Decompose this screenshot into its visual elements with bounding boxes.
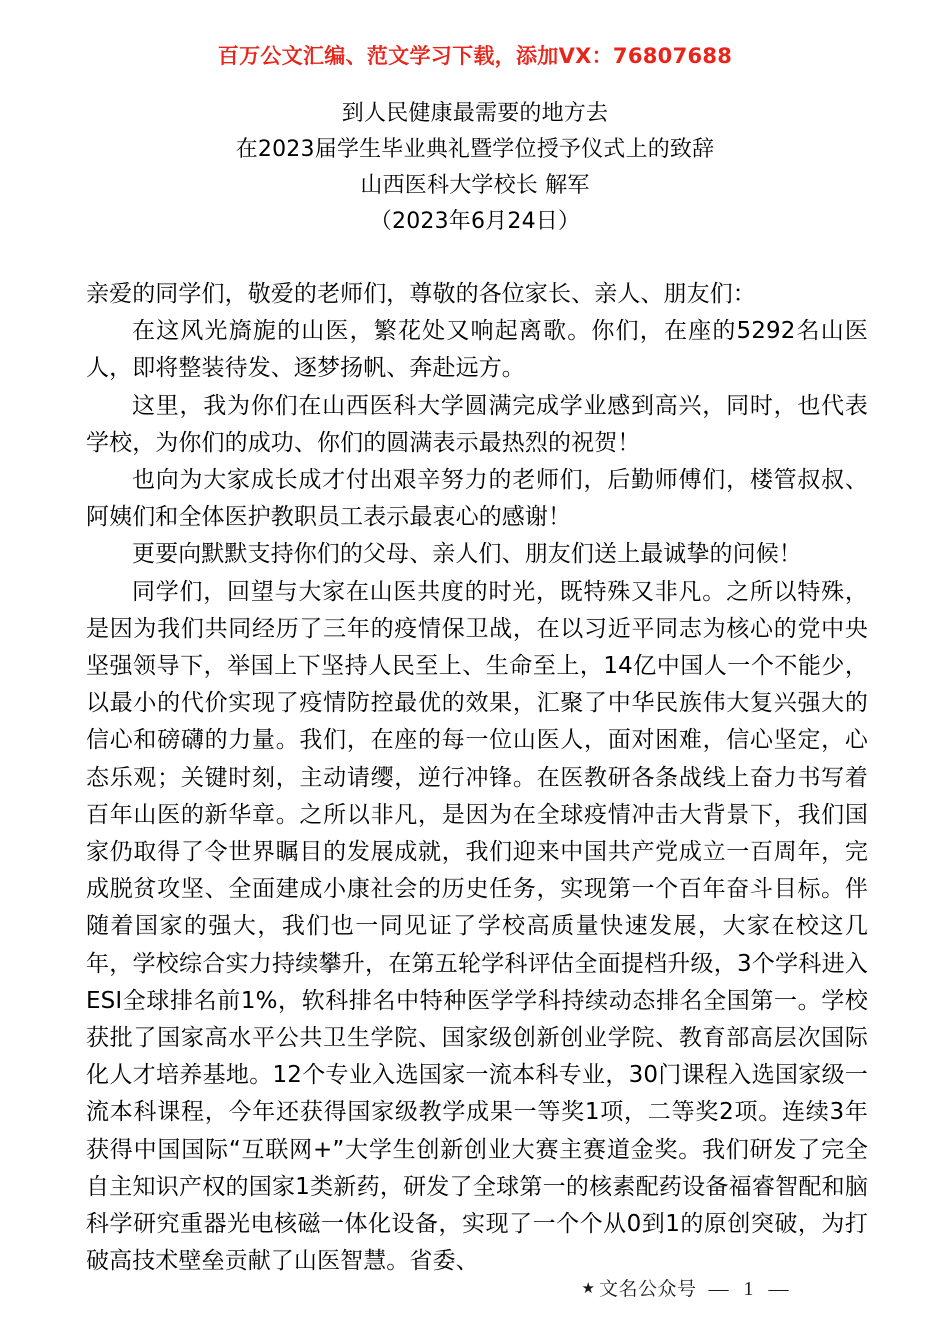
document-title-block [0, 96, 950, 240]
star-icon: ★ [581, 1279, 595, 1297]
body-paragraph-3: 也向为大家成长成才付出艰辛努力的老师们，后勤师傅们，楼管叔叔、阿姨们和全体医护教职员工表示最衷心的感谢！ [86, 467, 868, 531]
document-date: （2023年6月24日） [369, 209, 581, 234]
body-paragraph-5: 同学们，回望与大家在山医共度的时光，既特殊又非凡。之所以特殊，是因为我们共同经历了三年的疫情保卫战，在以习近平同志为核心的党中央坚强领导下，举国上下坚持人民至上、生命至上，14亿中国人一个不能少，以最小的代价实现了疫情防控最优的效果，汇聚了中华民族伟大复兴强大的信心和磅礴的力量。我们，在座的每一位山医人，面对困难，信心坚定，心态乐观；关键时刻，主动请缨，逆行冲锋。在医教研各条战线上奋力书写着百年山医的新华章。之所以非凡，是因为在全球疫情冲击大背景下，我们国家仍取得了令世界瞩目的发展成就，我们迎来中国共产党成立一百周年，完成脱贫攻坚、全面建成小康社会的历史任务，实现第一个百年奋斗目标。伴随着国家的强大，我们也一同见证了学校高质量快速发展，大家在校这几年，学校综合实力持续攀升，在第五轮学科评估全面提档升级，3个学科进入ESI全球排名前1%，软科排名中特种医学学科持续动态排名全国第一。学校获批了国家高水平公共卫生学院、国家级创新创业学院、教育部高层次国际化人才培养基地。12个专业入选国家一流本科专业，30门课程入选国家级一流本科课程，今年还获得国家级教学成果一等奖1项，二等奖2项。连续3年获得中国国际“互联网+”大学生创新创业大赛主赛道金奖。我们研发了完全自主知识产权的国家1类新药，研发了全球第一的核素配药设备福睿智配和脑科学研究重器光电核磁一体化设备，实现了一个个从0到1的原创突破，为打破高技术壁垒贡献了山医智慧。省委、 [86, 578, 868, 1275]
document-main-title: 到人民健康最需要的地方去 [341, 101, 609, 126]
document-subtitle: 在2023届学生毕业典礼暨学位授予仪式上的致辞 [235, 137, 715, 162]
body-paragraph-4: 更要向默默支持你们的父母、亲人们、朋友们送上最诚挚的问候！ [132, 541, 802, 568]
salutation-line: 亲爱的同学们，敬爱的老师们，尊敬的各位家长、亲人、朋友们： [86, 281, 756, 307]
page-footer [0, 1274, 950, 1301]
document-author: 山西医科大学校长 解军 [360, 173, 590, 198]
document-body [86, 276, 868, 1280]
footer-brand-label: 文名公众号 [598, 1278, 697, 1300]
promo-banner-text: 百万公文汇编、范文学习下载，添加VX：76807688 [217, 44, 733, 68]
body-paragraph-1: 在这风光旖旎的山医，繁花处又响起离歌。你们，在座的5292名山医人，即将整装待发、逐梦扬帆、奔赴远方。 [86, 318, 868, 382]
page-number: — 1 — [708, 1278, 794, 1300]
footer-inner [157, 1274, 794, 1301]
body-paragraph-2: 这里，我为你们在山西医科大学圆满完成学业感到高兴，同时，也代表学校，为你们的成功、你们的圆满表示最热烈的祝贺！ [86, 392, 868, 456]
